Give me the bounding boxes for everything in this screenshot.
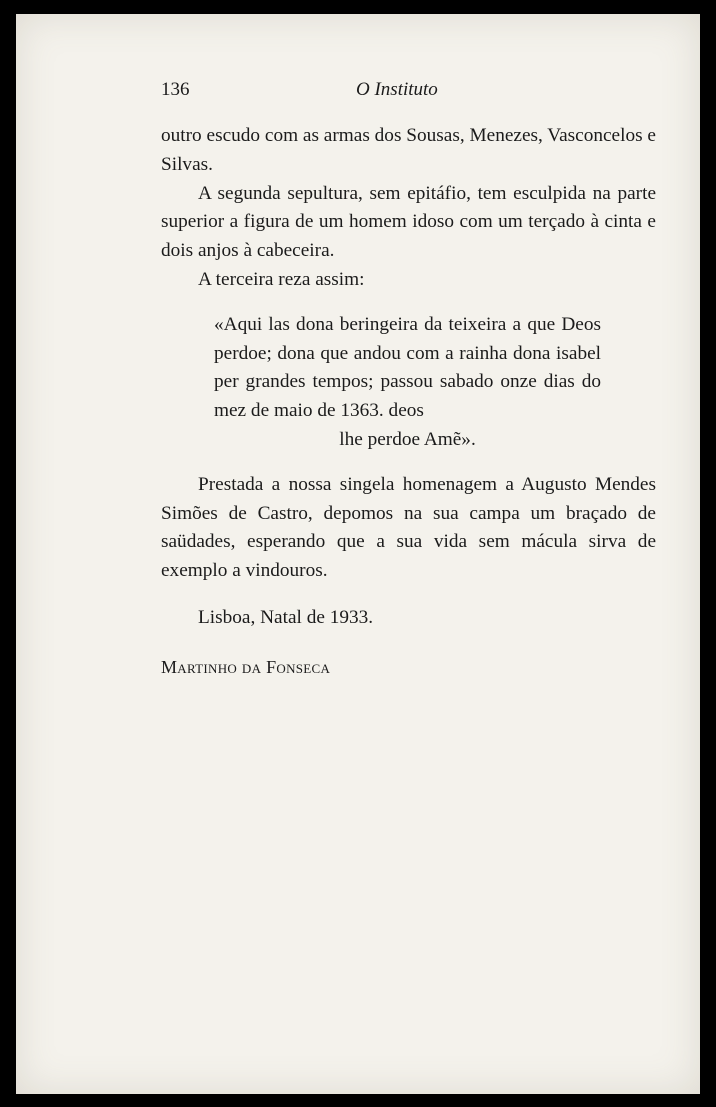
paragraph-homage: Prestada a nossa singela homenagem a Augusto Mendes Simões de Castro, depomos na sua campa um braçado de saüdades, esperando que a sua vida sem mácula sirva de exemplo a vindouros.	[161, 473, 656, 582]
epitaph-quote	[214, 311, 601, 455]
paragraph-continuation: outro escudo com as armas dos Sousas, Menezes, Vasconcelos e Silvas.	[161, 125, 656, 175]
page-content	[161, 76, 656, 682]
running-title: O Instituto	[356, 79, 438, 100]
epitaph-quote-text: «Aqui las dona beringeira da teixeira a que Deos perdoe; dona que andou com a rainha dona isabel per grandes tempos; passou sabado onze dias do mez de maio de 1363. deos	[214, 313, 601, 422]
page-header	[161, 76, 656, 106]
page-number: 136	[161, 79, 190, 100]
author-signature: Martinho da Fonseca	[161, 656, 331, 677]
book-page	[16, 14, 700, 1094]
place-date: Lisboa, Natal de 1933.	[198, 606, 374, 628]
paragraph-third-tomb-intro: A terceira reza assim:	[198, 268, 365, 290]
epitaph-quote-last-line: lhe perdoe Amẽ».	[339, 428, 476, 450]
paragraph-second-tomb: A segunda sepultura, sem epitáfio, tem esculpida na parte superior a figura de um homem idoso com um terçado à cinta e dois anjos à cabeceira.	[161, 182, 656, 262]
